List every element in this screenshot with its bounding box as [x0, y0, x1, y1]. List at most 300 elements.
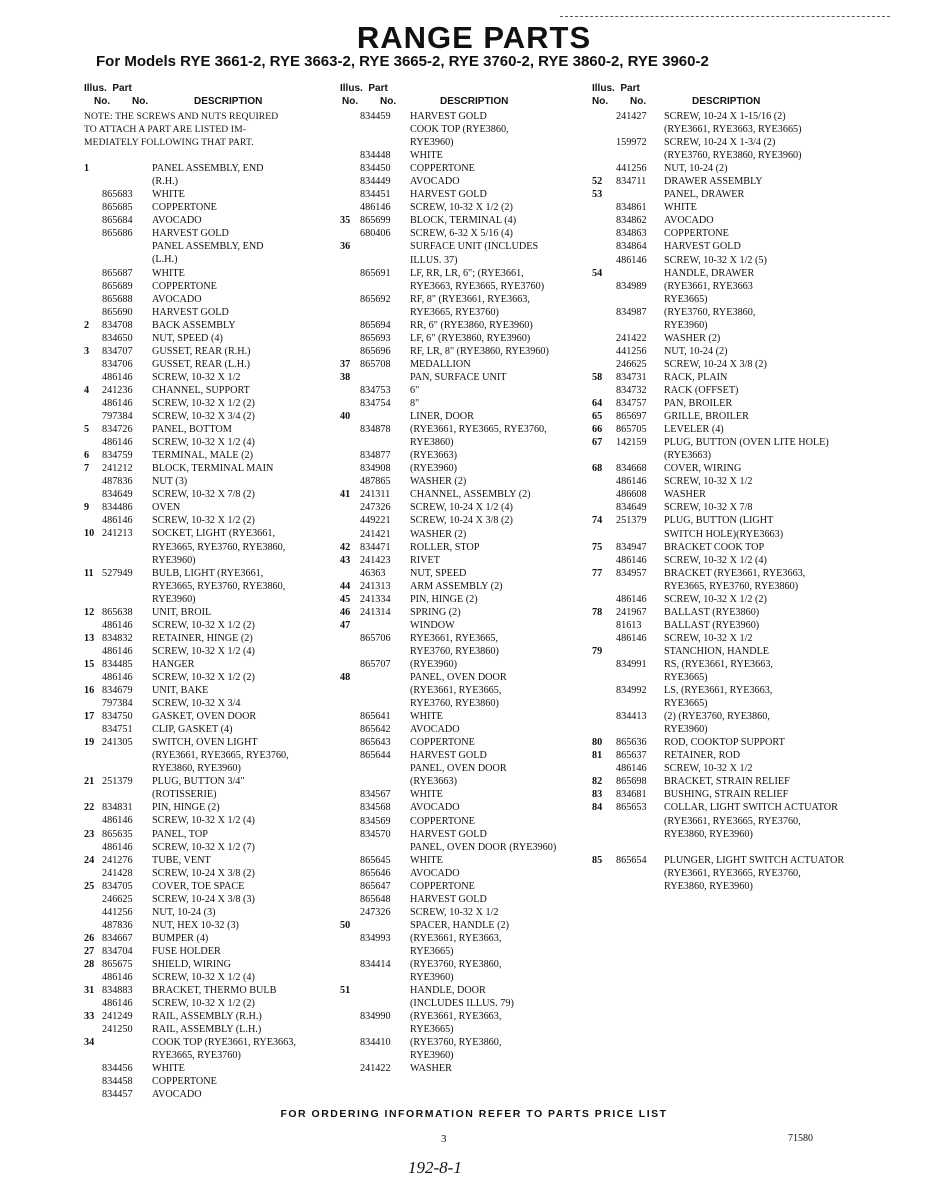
illus-number: 12	[84, 606, 95, 618]
part-row	[592, 632, 882, 645]
part-row	[84, 1075, 324, 1088]
part-row	[340, 371, 585, 384]
part-description: RYE3661, RYE3665,	[410, 632, 499, 644]
part-row	[84, 632, 324, 645]
part-row	[592, 828, 882, 841]
part-description: SCREW, 10-32 X 3/4	[152, 698, 241, 710]
part-description: BRACKET, STRAIN RELIEF	[664, 776, 790, 788]
illus-number: 5	[84, 424, 90, 436]
part-description: PAN, BROILER	[664, 398, 733, 410]
illus-number: 28	[84, 959, 95, 970]
part-description: HARVEST GOLD	[410, 893, 487, 905]
part-description: (RYE3760, RYE3860, RYE3960)	[664, 150, 802, 162]
part-description: SCREW, 10-32 X 1/2 (4)	[664, 554, 767, 566]
part-row	[592, 201, 882, 214]
part-number: 81613	[616, 619, 642, 631]
part-row	[84, 958, 324, 971]
illus-number: 38	[340, 371, 351, 383]
part-number: 142159	[616, 437, 647, 449]
part-row	[84, 841, 324, 854]
part-row	[84, 410, 324, 423]
part-row	[84, 880, 324, 893]
part-row	[340, 136, 585, 149]
illus-number: 34	[84, 1037, 95, 1049]
part-description: RYE3960)	[410, 1050, 454, 1062]
part-number: 834992	[616, 685, 647, 697]
part-description: RACK (OFFSET)	[664, 384, 739, 396]
part-description: DRAWER ASSEMBLY	[664, 176, 763, 188]
part-row	[84, 1088, 324, 1101]
part-row	[340, 828, 585, 841]
part-number: 486146	[360, 202, 391, 214]
part-row	[592, 645, 882, 658]
part-row	[340, 541, 585, 554]
part-row	[340, 240, 585, 253]
part-description: HARVEST GOLD	[664, 241, 741, 253]
part-description: RYE3665, RYE3760)	[410, 306, 499, 318]
part-description: LINER, DOOR	[410, 411, 474, 423]
part-number: 241236	[102, 384, 133, 396]
part-description: WHITE	[410, 854, 443, 866]
part-description: LS, (RYE3661, RYE3663,	[664, 685, 773, 697]
part-row	[84, 436, 324, 449]
part-description: HARVEST GOLD	[410, 111, 487, 122]
parts-column-3	[592, 82, 882, 893]
part-description: NUT, HEX 10-32 (3)	[152, 919, 239, 931]
part-number: 486146	[616, 632, 647, 644]
part-row	[84, 332, 324, 345]
part-row	[84, 671, 324, 684]
part-number: 241422	[616, 332, 647, 344]
part-description: WHITE	[664, 202, 697, 214]
illus-part-label: Illus. Part	[340, 83, 388, 94]
part-description: PLUG, BUTTON (OVEN LITE HOLE)	[664, 437, 829, 449]
illus-number: 66	[592, 424, 603, 436]
part-number: 486146	[102, 841, 133, 853]
part-row	[84, 462, 324, 475]
illus-number: 52	[592, 176, 603, 188]
part-description: AVOCADO	[152, 1089, 202, 1101]
illus-number: 40	[340, 411, 351, 423]
part-number: 449221	[360, 515, 391, 527]
part-description: TUBE, VENT	[152, 854, 211, 866]
part-row	[340, 775, 585, 788]
part-description: WHITE	[152, 267, 185, 279]
page-number: 3	[441, 1133, 447, 1145]
part-number: 486146	[102, 371, 133, 383]
part-row	[592, 580, 882, 593]
part-description: SCREW, 10-32 X 1/2 (2)	[664, 593, 767, 605]
part-row	[84, 854, 324, 867]
illus-number: 6	[84, 450, 90, 462]
part-description: PANEL, OVEN DOOR	[410, 672, 507, 684]
part-description: SCREW, 10-32 X 1/2 (5)	[664, 254, 767, 266]
part-number: 834458	[102, 1076, 133, 1088]
part-description: RYE3860, RYE3960)	[664, 828, 753, 840]
part-description: WHITE	[410, 789, 443, 801]
part-row	[84, 736, 324, 749]
part-row	[592, 175, 882, 188]
illus-number: 80	[592, 737, 603, 749]
part-row	[340, 423, 585, 436]
part-description: WHITE	[152, 1063, 185, 1075]
column-header	[340, 82, 585, 110]
part-number: 241212	[102, 463, 133, 475]
part-row	[340, 528, 585, 541]
part-description: ARM ASSEMBLY (2)	[410, 580, 503, 592]
part-number: 834650	[102, 332, 133, 344]
part-row	[592, 567, 882, 580]
part-row	[340, 410, 585, 423]
part-number: 441256	[616, 345, 647, 357]
part-row	[340, 906, 585, 919]
part-row	[84, 697, 324, 710]
part-number: 441256	[616, 163, 647, 175]
part-row	[592, 528, 882, 541]
part-description: WHITE	[152, 189, 185, 201]
part-description: (RYE3661, RYE3663,	[410, 932, 502, 944]
part-description: AVOCADO	[410, 724, 460, 736]
part-row	[340, 684, 585, 697]
part-description: SCREW, 10-32 X 1/2 (2)	[410, 202, 513, 214]
part-description: COOK TOP (RYE3860,	[410, 124, 509, 136]
part-row	[340, 606, 585, 619]
part-row	[592, 736, 882, 749]
part-number: 834485	[102, 658, 133, 670]
part-description: BUMPER (4)	[152, 932, 209, 944]
part-row	[84, 867, 324, 880]
illus-number: 47	[340, 619, 351, 631]
part-number: 486146	[102, 998, 133, 1010]
part-description: ROD, COOKTOP SUPPORT	[664, 737, 785, 749]
part-description: BULB, LIGHT (RYE3661,	[152, 567, 264, 579]
part-row	[592, 423, 882, 436]
part-row	[592, 410, 882, 423]
part-description: WASHER (2)	[410, 528, 467, 540]
illus-number: 42	[340, 541, 351, 553]
part-row	[84, 606, 324, 619]
part-number: 487865	[360, 476, 391, 488]
part-number: 486146	[102, 397, 133, 409]
part-row	[340, 501, 585, 514]
part-number: 834883	[102, 985, 133, 997]
part-row	[84, 762, 324, 775]
illus-number: 54	[592, 267, 603, 279]
illus-number: 13	[84, 632, 95, 644]
part-description: STANCHION, HANDLE	[664, 645, 770, 657]
part-number: 834878	[360, 424, 391, 436]
part-row	[84, 201, 324, 214]
part-row	[592, 762, 882, 775]
part-row	[84, 814, 324, 827]
part-number: 865697	[616, 411, 647, 423]
illus-number: 43	[340, 554, 351, 566]
part-row	[84, 906, 324, 919]
part-number: 834908	[360, 463, 391, 475]
part-row	[340, 475, 585, 488]
illus-number: 44	[340, 580, 351, 592]
part-description: RETAINER, HINGE (2)	[152, 632, 253, 644]
part-row	[84, 188, 324, 201]
part-row	[592, 723, 882, 736]
part-number: 241311	[360, 489, 391, 501]
part-description: WHITE	[410, 711, 443, 723]
part-description: BLOCK, TERMINAL (4)	[410, 215, 517, 227]
part-number: 834989	[616, 280, 647, 292]
illus-number: 10	[84, 528, 95, 540]
part-description: SPACER, HANDLE (2)	[410, 919, 509, 931]
part-description: HARVEST GOLD	[410, 189, 487, 201]
illus-number: 4	[84, 384, 90, 396]
part-number: 834449	[360, 176, 391, 188]
part-description: BRACKET, THERMO BULB	[152, 985, 277, 997]
description-label: DESCRIPTION	[440, 96, 509, 107]
part-row	[340, 945, 585, 958]
part-description: SCREW, 10-32 X 1/2 (2)	[152, 998, 255, 1010]
illus-no-label: No.	[342, 96, 359, 107]
illus-number: 82	[592, 776, 603, 788]
part-row	[592, 462, 882, 475]
illus-number: 7	[84, 463, 90, 475]
part-row	[592, 332, 882, 345]
part-description: SCREW, 10-32 X 1/2 (2)	[152, 619, 255, 631]
part-description: GASKET, OVEN DOOR	[152, 711, 257, 723]
part-description: RIVET	[410, 554, 440, 566]
part-description: LF, RR, LR, 6"; (RYE3661,	[410, 267, 524, 279]
part-description: RAIL, ASSEMBLY (R.H.)	[152, 1011, 262, 1023]
part-number: 834471	[360, 541, 391, 553]
illus-number: 3	[84, 345, 90, 357]
part-description: (RYE3663)	[410, 776, 457, 788]
part-row	[84, 541, 324, 554]
part-description: RYE3860, RYE3960)	[152, 763, 241, 775]
part-description: RYE3665)	[664, 672, 708, 684]
part-description: GUSSET, REAR (L.H.)	[152, 358, 251, 370]
part-row	[340, 593, 585, 606]
part-row	[84, 267, 324, 280]
part-description: COPPERTONE	[410, 163, 475, 175]
part-row	[84, 1010, 324, 1023]
part-description: COPPERTONE	[410, 737, 475, 749]
part-row	[340, 1049, 585, 1062]
part-row	[592, 110, 882, 123]
part-number: 834987	[616, 306, 647, 318]
part-row	[340, 462, 585, 475]
part-number: 834457	[102, 1089, 133, 1101]
part-row	[592, 658, 882, 671]
part-description: (RYE3661, RYE3665, RYE3760,	[664, 815, 801, 827]
part-number: 486608	[616, 489, 647, 501]
illus-number: 58	[592, 371, 603, 383]
illus-number: 85	[592, 854, 603, 866]
illus-number: 15	[84, 658, 95, 670]
part-row	[84, 554, 324, 567]
illus-number: 35	[340, 215, 351, 227]
part-row	[592, 319, 882, 332]
part-description: TERMINAL, MALE (2)	[152, 450, 254, 462]
part-description: WASHER (2)	[410, 476, 467, 488]
illus-number: 36	[340, 241, 351, 253]
part-description: SCREW, 10-32 X 1/2	[664, 763, 753, 775]
part-row	[340, 984, 585, 997]
part-description: AVOCADO	[410, 176, 460, 188]
part-row	[340, 267, 585, 280]
part-description: RYE3960)	[152, 593, 196, 605]
part-row	[84, 984, 324, 997]
part-number: 834459	[360, 111, 391, 122]
illus-number: 46	[340, 606, 351, 618]
part-row	[340, 710, 585, 723]
part-description: RETAINER, ROD	[664, 750, 741, 762]
part-description: PLUNGER, LIGHT SWITCH ACTUATOR	[664, 854, 845, 866]
illus-number: 27	[84, 945, 95, 957]
part-description: CHANNEL, SUPPORT	[152, 384, 250, 396]
part-row	[592, 815, 882, 828]
part-number: 834831	[102, 802, 133, 814]
part-row	[84, 214, 324, 227]
part-description: SCREW, 10-32 X 1/2 (7)	[152, 841, 255, 853]
illus-number: 22	[84, 802, 95, 814]
part-no-label: No.	[132, 96, 149, 107]
part-row	[592, 149, 882, 162]
part-number: 865686	[102, 228, 133, 240]
part-row	[84, 175, 324, 188]
part-number: 834731	[616, 371, 647, 383]
part-description: AVOCADO	[410, 867, 460, 879]
part-number: 241334	[360, 593, 391, 605]
part-description: RS, (RYE3661, RYE3663,	[664, 658, 773, 670]
part-description: GUSSET, REAR (R.H.)	[152, 345, 251, 357]
part-number: 834947	[616, 541, 647, 553]
part-number: 834705	[102, 880, 133, 892]
part-row	[340, 801, 585, 814]
part-row	[340, 958, 585, 971]
part-row	[592, 488, 882, 501]
part-description: SCREW, 6-32 X 5/16 (4)	[410, 228, 513, 240]
part-description: COPPERTONE	[664, 228, 729, 240]
part-description: UNIT, BROIL	[152, 606, 212, 618]
part-number: 486146	[102, 437, 133, 449]
part-row	[84, 253, 324, 266]
part-number: 865647	[360, 880, 391, 892]
part-description: (RYE3760, RYE3860,	[664, 306, 756, 318]
part-row	[340, 854, 585, 867]
part-row	[592, 345, 882, 358]
part-number: 486146	[102, 671, 133, 683]
part-row	[84, 801, 324, 814]
part-description: (RYE3661, RYE3663,	[410, 1011, 502, 1023]
illus-number: 23	[84, 828, 95, 840]
part-row	[340, 332, 585, 345]
part-description: RYE3665, RYE3760, RYE3860,	[152, 541, 286, 553]
part-row	[340, 723, 585, 736]
part-number: 865644	[360, 750, 391, 762]
part-row	[84, 280, 324, 293]
part-description: (L.H.)	[152, 254, 178, 266]
part-row	[340, 697, 585, 710]
part-row	[84, 710, 324, 723]
part-description: SCREW, 10-32 X 1/2 (4)	[152, 437, 255, 449]
part-description: AVOCADO	[410, 802, 460, 814]
part-number: 865654	[616, 854, 647, 866]
part-description: RF, LR, 8" (RYE3860, RYE3960)	[410, 345, 549, 357]
part-number: 834957	[616, 567, 647, 579]
part-number: 247326	[360, 906, 391, 918]
part-number: 865696	[360, 345, 391, 357]
part-number: 680406	[360, 228, 391, 240]
part-number: 834679	[102, 685, 133, 697]
part-row	[84, 775, 324, 788]
part-row	[340, 893, 585, 906]
part-description: SCREW, 10-32 X 1/2	[664, 632, 753, 644]
part-number: 486146	[616, 476, 647, 488]
part-description: SCREW, 10-32 X 3/4 (2)	[152, 411, 255, 423]
part-number: 834414	[360, 959, 391, 971]
part-description: SWITCH, OVEN LIGHT	[152, 737, 258, 749]
part-number: 241314	[360, 606, 391, 618]
part-description: RYE3665)	[410, 946, 454, 957]
part-number: 865637	[616, 750, 647, 762]
illus-number: 11	[84, 567, 94, 579]
part-number: 487836	[102, 919, 133, 931]
part-row	[84, 227, 324, 240]
part-row	[84, 1062, 324, 1075]
part-row	[84, 593, 324, 606]
part-number: 865638	[102, 606, 133, 618]
part-row	[340, 514, 585, 527]
part-description: SOCKET, LIGHT (RYE3661,	[152, 528, 275, 540]
part-number: 487836	[102, 476, 133, 488]
part-row	[592, 606, 882, 619]
part-row	[84, 240, 324, 253]
part-description: PANEL, DRAWER	[664, 189, 745, 201]
part-number: 834991	[616, 658, 647, 670]
part-number: 486146	[102, 619, 133, 631]
part-row	[84, 423, 324, 436]
part-row	[84, 449, 324, 462]
part-number: 834451	[360, 189, 391, 201]
part-description: HARVEST GOLD	[152, 306, 229, 318]
part-row	[340, 788, 585, 801]
part-number: 486146	[102, 815, 133, 827]
part-row	[592, 684, 882, 697]
ordering-footer: FOR ORDERING INFORMATION REFER TO PARTS PRICE LIST	[280, 1108, 668, 1120]
part-number: 865692	[360, 293, 391, 305]
illus-number: 19	[84, 737, 95, 749]
part-description: PANEL, BOTTOM	[152, 424, 232, 436]
part-row	[592, 554, 882, 567]
part-description: COVER, TOE SPACE	[152, 880, 245, 892]
part-description: COPPERTONE	[152, 280, 217, 292]
part-description: (ROTISSERIE)	[152, 789, 217, 801]
part-description: SWITCH HOLE)(RYE3663)	[664, 528, 784, 540]
part-row	[340, 436, 585, 449]
part-description: RACK, PLAIN	[664, 371, 728, 383]
part-row	[592, 788, 882, 801]
part-description: (RYE3661, RYE3663, RYE3665)	[664, 124, 802, 136]
part-number: 834649	[616, 502, 647, 514]
part-number: 865693	[360, 332, 391, 344]
screws-note: NOTE: THE SCREWS AND NUTS REQUIRED TO ATTACH A PART ARE LISTED IM- MEDIATELY FOLLOWING THAT PART.	[84, 111, 279, 149]
part-number: 865685	[102, 202, 133, 214]
part-description: SCREW, 10-32 X 1/2 (2)	[152, 397, 255, 409]
part-number: 159972	[616, 137, 647, 149]
part-number: 486146	[616, 763, 647, 775]
part-description: RYE3860)	[410, 437, 454, 449]
part-number: 241276	[102, 854, 133, 866]
part-row	[340, 841, 585, 854]
part-description: BACK ASSEMBLY	[152, 319, 236, 331]
